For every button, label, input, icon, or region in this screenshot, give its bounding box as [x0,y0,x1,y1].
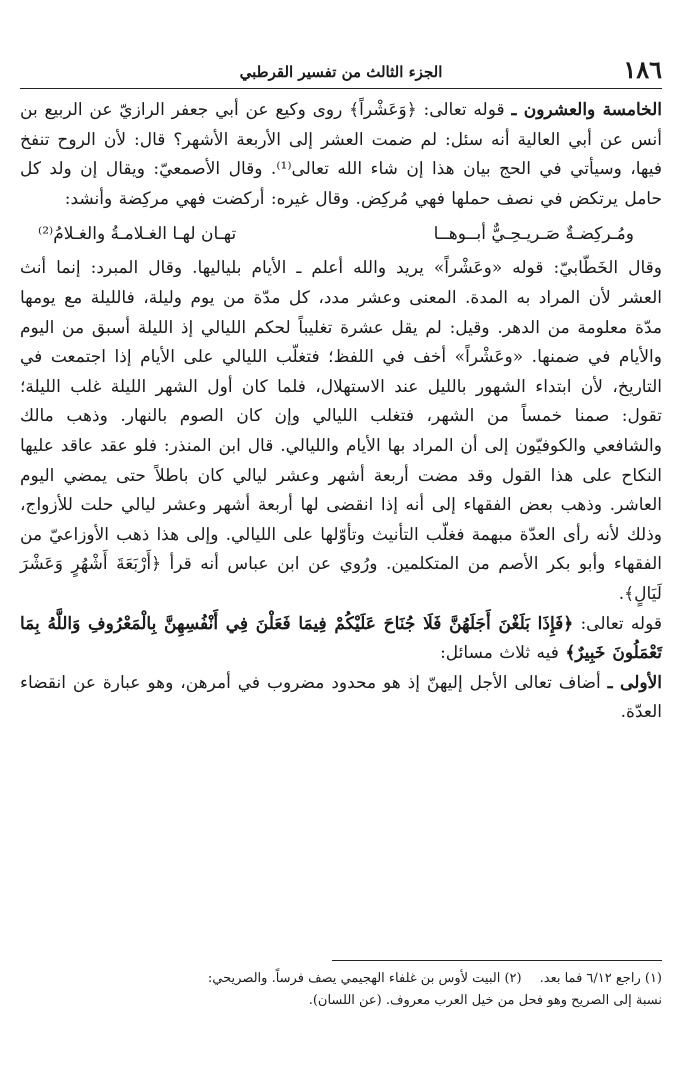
issue-heading-first: الأولى ـ [607,672,662,693]
book-page [20,0,662,1092]
footnote-divider [332,960,662,961]
footnote-2-continuation: نسبة إلى الصريح وهو فحل من خيل العرب معروف. (عن اللسان). [308,993,662,1008]
paragraph-first-issue [20,669,662,728]
running-title: الجزء الثالث من تفسير القرطبي [239,63,443,81]
verse-intro: قوله تعالى: [580,613,663,634]
footnote-1: (١) راجع ٦/١٢ فما بعد. [539,971,662,986]
page-number: ١٨٦ [623,55,662,84]
quran-verse: ﴿فَإِذَا بَلَغْنَ أَجَلَهُنَّ فَلَا جُنَاحَ عَلَيْكُمْ فِيمَا فَعَلْنَ فِي أَنْفُسِهِنَّ بِالْمَعْرُوفِ وَاللَّهُ بِمَا تَعْمَلُونَ خَبِيرٌ﴾ [20,613,662,664]
paragraph-text: أضاف تعالى الأجل إليهنّ إذ هو محدود مضروب في أمرهن، وهو عبارة عن انقضاء العدّة. [20,672,662,723]
verse-issues-count: فيه ثلاث مسائل: [440,643,559,664]
paragraph-khattabi: وقال الخَطّابيّ: قوله «وعَشْراً» يريد والله أعلم ـ الأيام بلياليها. وقال المبرد: إنما أنث العشر لأن المراد به المدة. المعنى وعشر مدد، كل مدّة من يوم وليلة، فالليلة مع يومها مدّة معلومة من الدهر. وقيل: لم يقل عشرة تغليباً لحكم الليالي إذ الليلة أسبق من اليوم والأيام في ضمنها. «وعَشْراً» أخف في اللفظ؛ فتغلّب الليالي على الأيام إذا اجتمعت في التاريخ، لأن ابتداء الشهور بالليل عند الاستهلال، فلما كان أول الشهر الليلة غلب الليلة؛ تقول: صمنا خمساً من الشهر، فتغلب الليالي وإن كان الصوم بالنهار. وذهب مالك والشافعي والكوفيّون إلى أن المراد بها الأيام والليالي. قال ابن المنذر: فلو عقد عاقد عليها النكاح على هذا القول وقد مضت أربعة أشهر وعشر ليالي كان باطلاً حتى يمضي اليوم العاشر. وذهب بعض الفقهاء إلى أنه إذا انقضى لها أربعة أشهر وعشر ليالي حلت للأزواج، وذلك لأنه رأى العدّة مبهمة فغلّب التأنيث وتأوّلها على الليالي. وإلى هذا ذهب الأوزاعيّ من الفقهاء وأبو بكر الأصم من المتكلمين. ورُوي عن ابن عباس أنه قرأ ﴿أَرْبَعَةَ أَشْهُرٍ وَعَشْرَ لَيَالٍ﴾. [20,258,662,604]
poetry-verse [20,220,662,248]
verse-second-hemistich: تهـان لهـا الغـلامـةُ والغـلامُ⁽²⁾ [38,224,237,245]
main-text [20,96,662,728]
page-header [20,54,662,89]
paragraph-quran-verse [20,610,662,669]
footnote-2: (٢) البيت لأوس بن غلفاء الهجيمي يصف فرساً. والصريحي: [207,971,522,986]
paragraph-twenty-fifth-issue [20,96,662,214]
verse-first-hemistich: ومُـركِضـةٌ صَـريـحِـيٌّ أبــوهــا [433,224,634,245]
footnotes [20,968,662,1012]
paragraph-text: قوله تعالى: ﴿وَعَشْراً﴾ روى وكيع عن أبي جعفر الرازيّ عن الربيع بن أنس عن أبي العالية أنه سئل: لم ضمت العشر إلى الأربعة الأشهر؟ قال: لأن الروح تنفخ فيها، وسيأتي في الحج بيان هذا إن شاء الله تعالى⁽¹⁾. وقال الأصمعيّ: ويقال إن ولد كل حامل يرتكض في نصف حملها فهي مُركِض. وقال غيره: أركضت فهي مركِضة وأنشد: [20,100,662,209]
footnote-row [20,968,662,990]
issue-heading: الخامسة والعشرون ـ [511,100,663,120]
